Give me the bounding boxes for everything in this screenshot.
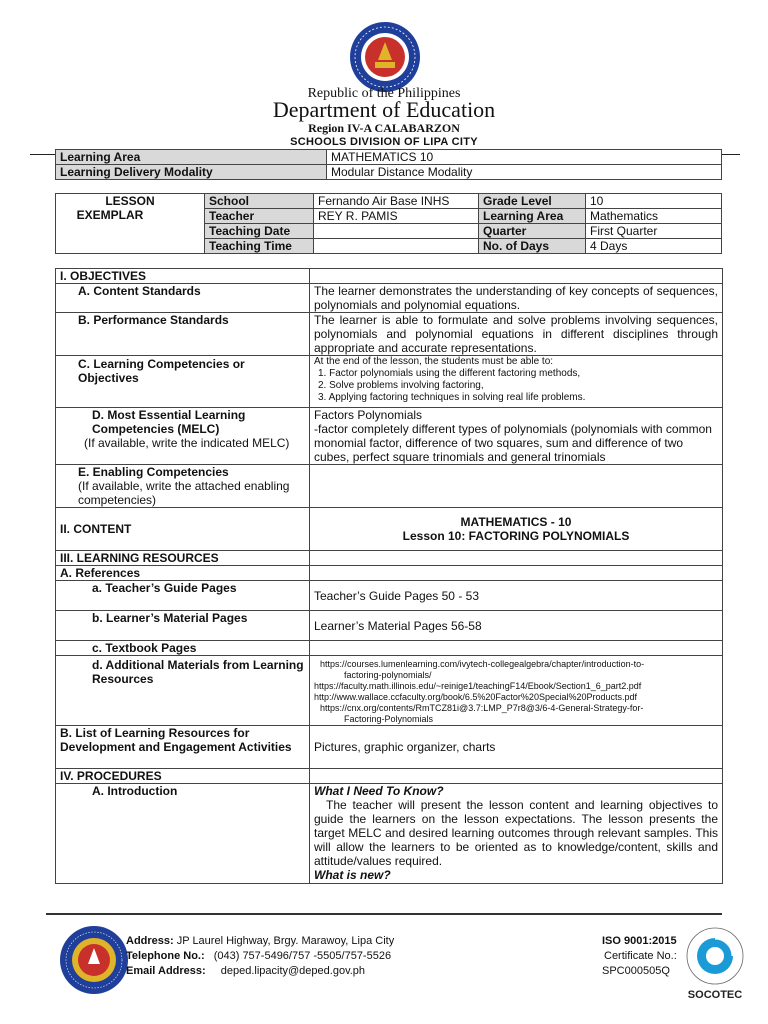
address-label: Address: [126,935,174,947]
learning-competencies-value [310,356,723,408]
lc-item: 2. Solve problems involving factoring, [318,380,484,391]
performance-standards-value: The learner is able to formulate and solve problems involving sequences, polynomials and polynomial equations in different disciplines through appropriate and accurate representations. [310,313,723,356]
intro-heading-2: What is new? [314,868,391,882]
quarter-label: Quarter [479,224,586,239]
socotec-text: SOCOTEC [687,989,743,1001]
lc-intro: At the end of the lesson, the students must be able to: [314,356,554,367]
footer-contact [126,934,394,979]
lesson-title-line1: LESSON [105,194,155,208]
deped-seal-logo [348,20,422,94]
additional-materials-links [310,656,723,726]
grade-level-label: Grade Level [479,194,586,209]
references-empty [310,566,723,581]
lc-item: 1. Factor polynomials using the different factoring methods, [318,368,581,379]
header-rule-left [30,154,55,155]
content-standards-label: A. Content Standards [56,284,310,313]
list-resources-label: B. List of Learning Resources for Development and Engagement Activities [56,726,310,769]
enabling-label: E. Enabling Competencies [78,465,229,479]
phone-label: Telephone No.: [126,950,205,962]
melc-title: Factors Polynomials [314,408,423,422]
additional-materials-label: d. Additional Materials from Learning Resources [56,656,310,726]
enabling-cell [56,465,310,508]
teacher-value: REY R. PAMIS [314,209,479,224]
learning-area-table [55,149,722,180]
iso-label: ISO 9001:2015 [602,935,677,947]
textbook-pages-value [310,641,723,656]
enabling-value [310,465,723,508]
socotec-logo [680,924,750,1004]
teaching-date-label: Teaching Date [205,224,314,239]
email-label: Email Address: [126,965,206,977]
melc-cell [56,408,310,465]
performance-standards-label: B. Performance Standards [56,313,310,356]
region-line: Region IV-A CALABARZON [308,121,460,135]
intro-heading: What I Need To Know? [314,784,444,798]
info-learning-area-label: Learning Area [479,209,586,224]
intro-text: The teacher will present the lesson content and learning objectives to guide the learners on the lesson expectations. The lesson presents the target MELC and desired learning outcomes through relevant samples. This will allow the learners to be oriented as to knowledge/content, skills and attitude/values required. [314,798,718,868]
teaching-time-label: Teaching Time [205,239,314,254]
lesson-info-table [55,193,722,254]
content-line1: MATHEMATICS - 10 [460,515,572,529]
quarter-value: First Quarter [586,224,722,239]
content-value [310,508,723,551]
list-resources-value: Pictures, graphic organizer, charts [310,726,723,769]
resource-link[interactable]: Factoring-Polynomials [344,714,434,724]
delivery-modality-label: Learning Delivery Modality [56,165,327,180]
lesson-plan-table [55,268,723,884]
teaching-time-value [314,239,479,254]
footer-email-row [126,964,394,979]
melc-value [310,408,723,465]
resources-empty [310,551,723,566]
melc-label: D. Most Essential Learning Competencies (MELC) [92,408,246,436]
melc-note: (If available, write the indicated MELC) [84,436,290,450]
content-standards-value: The learner demonstrates the understanding of key concepts of sequences, polynomials and polynomial equations. [310,284,723,313]
objectives-heading: I. OBJECTIVES [56,269,310,284]
learning-competencies-label: C. Learning Competencies or Objectives [56,356,310,408]
resources-heading: III. LEARNING RESOURCES [56,551,310,566]
learning-area-value: MATHEMATICS 10 [327,150,722,165]
enabling-note: (If available, write the attached enabling competencies) [78,479,290,507]
footer-phone-row [126,949,394,964]
teachers-guide-value: Teacher’s Guide Pages 50 - 53 [310,581,723,611]
department-title: Department of Education [272,97,496,122]
learning-area-label: Learning Area [56,150,327,165]
teachers-guide-label: a. Teacher’s Guide Pages [56,581,310,611]
republic-line: Republic of the Philippines [307,86,461,101]
iso-block [602,934,677,979]
objectives-empty [310,269,723,284]
learners-material-label: b. Learner’s Material Pages [56,611,310,641]
content-line2: Lesson 10: FACTORING POLYNOMIALS [402,529,630,543]
phone-value: (043) 757-5496/757 -5505/757-5526 [213,950,392,962]
references-heading: A. References [56,566,310,581]
melc-text: -factor completely different types of polynomials (polynomials with common monomial factor, difference of two squares, sum and difference of two cubes, perfect square trinomials and general trinomials [314,422,712,464]
learners-material-value: Learner’s Material Pages 56-58 [310,611,723,641]
textbook-pages-label: c. Textbook Pages [56,641,310,656]
division-line: SCHOOLS DIVISION OF LIPA CITY [290,136,478,148]
header-rule-right [722,154,740,155]
lesson-exemplar-title [56,194,205,254]
content-heading: II. CONTENT [56,508,310,551]
introduction-value [310,784,723,884]
email-value[interactable]: deped.lipacity@deped.gov.ph [220,965,366,977]
resource-link[interactable]: https://faculty.math.illinois.edu/~reinige1/teachingF14/Ebook/Section1_6_part2.pdf [314,681,642,691]
cert-label: Certificate No.: [604,950,677,962]
school-label: School [205,194,314,209]
delivery-modality-value: Modular Distance Modality [327,165,722,180]
resource-link[interactable]: https://cnx.org/contents/RmTCZ81i@3.7:LMP_P7r8@3/6-4-General-Strategy-for- [320,703,644,713]
procedures-empty [310,769,723,784]
lc-item: 3. Applying factoring techniques in solving real life problems. [318,392,586,403]
footer-rule [46,913,722,915]
resource-link[interactable]: http://www.wallace.ccfaculty.org/book/6.5%20Factor%20Special%20Products.pdf [314,692,638,702]
cert-value: SPC000505Q [602,965,670,977]
info-learning-area-value: Mathematics [586,209,722,224]
footer-address-row [126,934,394,949]
days-label: No. of Days [479,239,586,254]
teaching-date-value [314,224,479,239]
resource-link[interactable]: https://courses.lumenlearning.com/ivytech-collegealgebra/chapter/introduction-to- [320,659,645,669]
lesson-title-line2: EXEMPLAR [76,208,144,222]
days-value: 4 Days [586,239,722,254]
grade-level-value: 10 [586,194,722,209]
procedures-heading: IV. PROCEDURES [56,769,310,784]
address-value: JP Laurel Highway, Brgy. Marawoy, Lipa City [176,935,395,947]
resource-link[interactable]: factoring-polynomials/ [344,670,432,680]
introduction-label: A. Introduction [56,784,310,884]
teacher-label: Teacher [205,209,314,224]
school-value: Fernando Air Base INHS [314,194,479,209]
division-logo [58,924,130,996]
